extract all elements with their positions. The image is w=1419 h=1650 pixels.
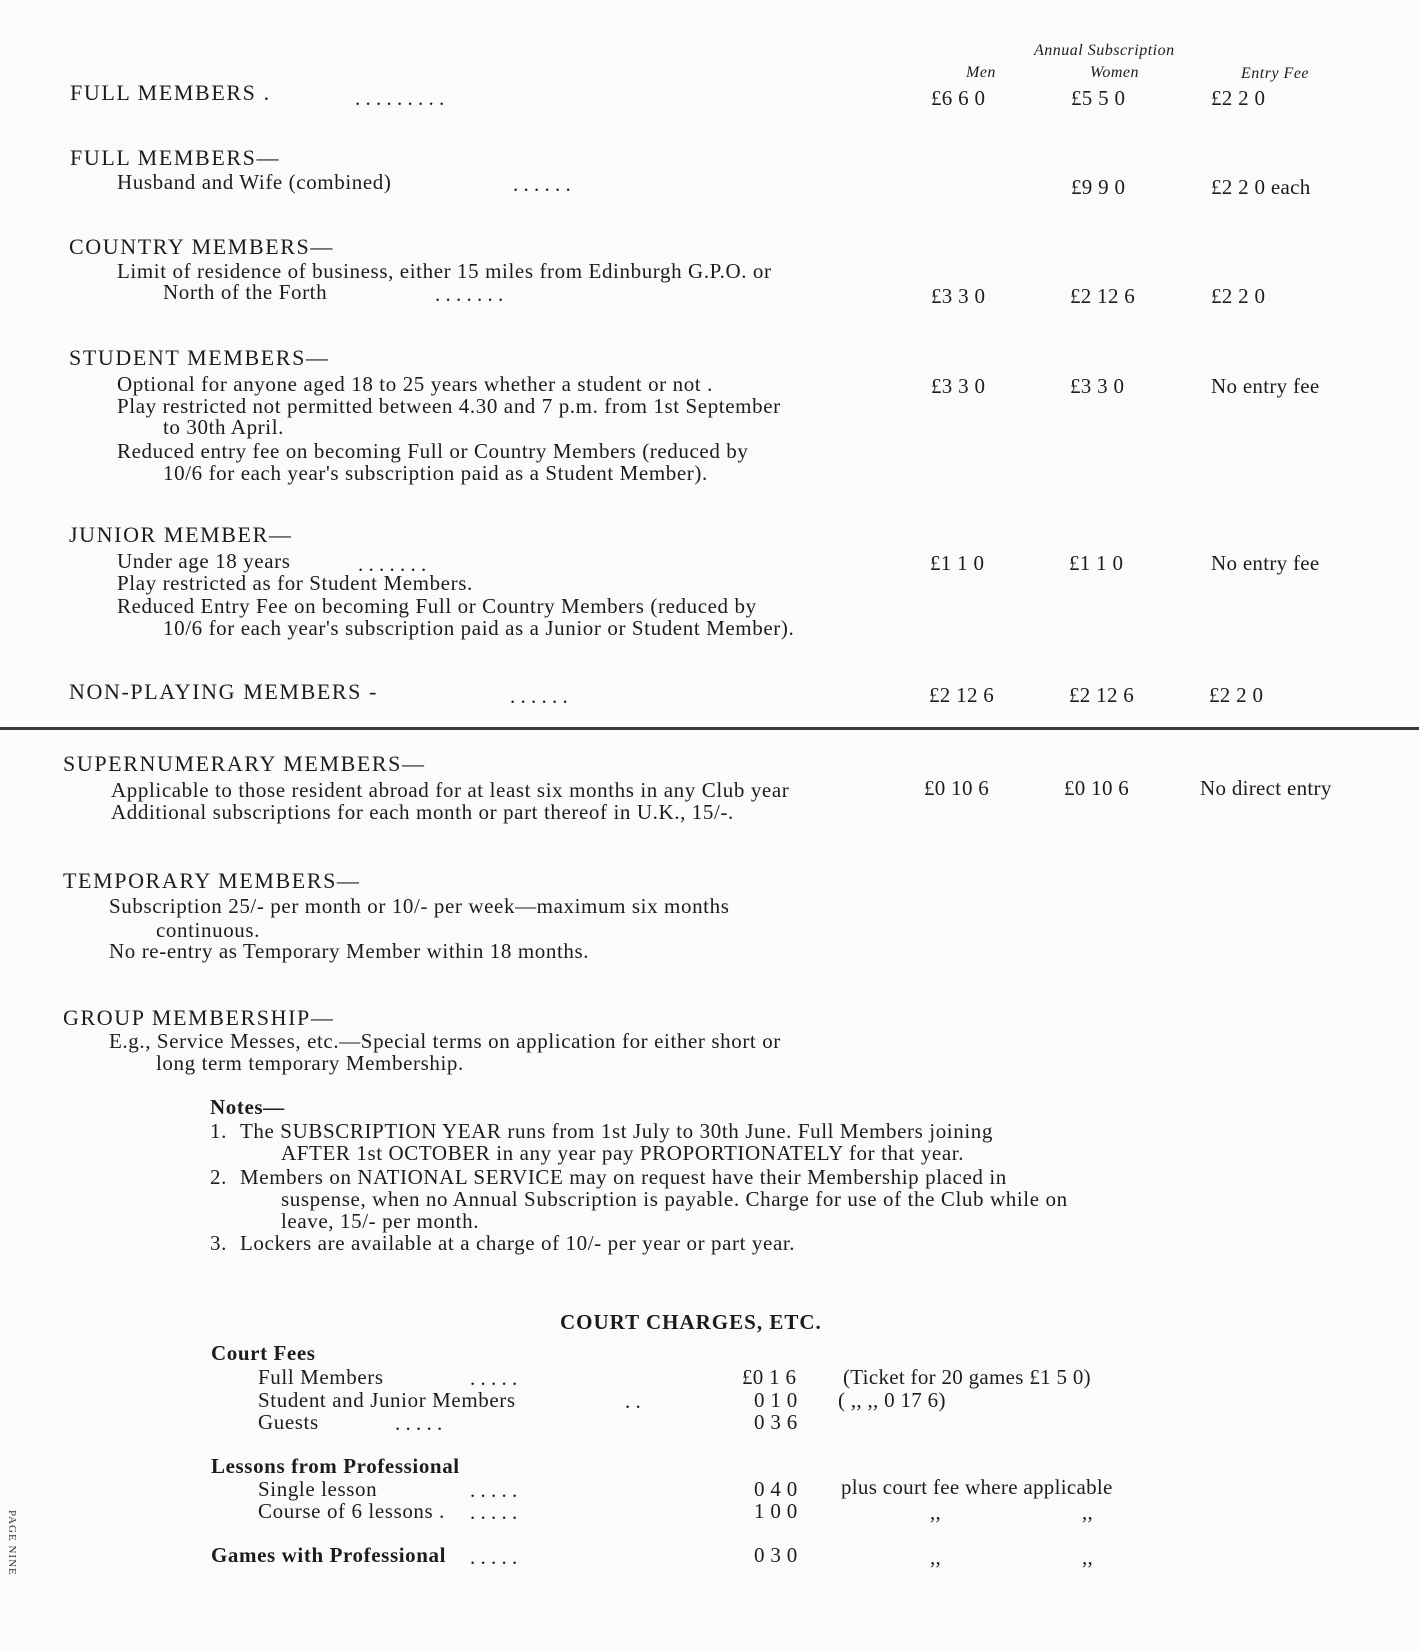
court-charges-title: COURT CHARGES, ETC. bbox=[560, 1310, 822, 1334]
fee-men: £3 3 0 bbox=[931, 284, 986, 308]
court-fee-sj-ticket: ( ,, ,, 0 17 6) bbox=[838, 1388, 946, 1412]
fee-entry: No entry fee bbox=[1211, 551, 1320, 575]
ditto-mark: ,, bbox=[1082, 1545, 1094, 1569]
section-line: Limit of residence of business, either 15 miles from Edinburgh G.P.O. or bbox=[117, 259, 772, 283]
lesson-single-amount: 0 4 0 bbox=[754, 1477, 798, 1501]
fee-men: £2 12 6 bbox=[929, 683, 995, 707]
section-line: No re-entry as Temporary Member within 18 months. bbox=[109, 939, 590, 963]
section-line: North of the Forth bbox=[163, 280, 328, 304]
note-number: 3. bbox=[210, 1231, 227, 1255]
page-number-label: PAGE NINE bbox=[6, 1510, 18, 1576]
note-text: Members on NATIONAL SERVICE may on request have their Membership placed in bbox=[240, 1165, 1007, 1189]
court-fee-student-junior: Student and Junior Members bbox=[258, 1388, 516, 1412]
dot-leader: . . . . . bbox=[470, 1545, 518, 1569]
games-professional-title: Games with Professional bbox=[211, 1543, 447, 1567]
section-line: Applicable to those resident abroad for at least six months in any Club year bbox=[111, 778, 790, 802]
section-title-country-members: COUNTRY MEMBERS— bbox=[69, 234, 334, 259]
dot-leader: . . . . . . . bbox=[435, 282, 504, 306]
section-title-student-members: STUDENT MEMBERS— bbox=[69, 345, 330, 370]
dot-leader: . . . . . . bbox=[513, 172, 571, 196]
section-line: Additional subscriptions for each month or part thereof in U.K., 15/-. bbox=[111, 800, 734, 824]
section-title-group: GROUP MEMBERSHIP— bbox=[63, 1005, 335, 1030]
court-fee-guests-amount: 0 3 6 bbox=[754, 1410, 798, 1434]
section-line: Optional for anyone aged 18 to 25 years whether a student or not . bbox=[117, 372, 713, 396]
fee-entry: No direct entry bbox=[1200, 776, 1332, 800]
fee-women: £2 12 6 bbox=[1069, 683, 1135, 707]
fee-entry: £2 2 0 bbox=[1211, 284, 1266, 308]
fee-women: £1 1 0 bbox=[1069, 551, 1124, 575]
header-men: Men bbox=[966, 64, 996, 81]
section-title-supernumerary: SUPERNUMERARY MEMBERS— bbox=[63, 751, 426, 776]
section-line: Reduced entry fee on becoming Full or Country Members (reduced by bbox=[117, 439, 749, 463]
section-line: Subscription 25/- per month or 10/- per week—maximum six months bbox=[109, 894, 730, 918]
fee-entry: £2 2 0 bbox=[1211, 86, 1266, 110]
fee-women: £0 10 6 bbox=[1064, 776, 1130, 800]
lesson-course-amount: 1 0 0 bbox=[754, 1499, 798, 1523]
fee-women: £2 12 6 bbox=[1070, 284, 1136, 308]
note-number: 1. bbox=[210, 1119, 227, 1143]
note-2-cont: leave, 15/- per month. bbox=[281, 1209, 480, 1233]
fee-men: £1 1 0 bbox=[930, 551, 985, 575]
section-line: 10/6 for each year's subscription paid as a Junior or Student Member). bbox=[163, 616, 795, 640]
dot-leader: . . . . . bbox=[470, 1478, 518, 1502]
ditto-mark: ,, bbox=[1082, 1500, 1094, 1524]
court-fee-full-members: Full Members bbox=[258, 1365, 384, 1389]
court-fee-sj-amount: 0 1 0 bbox=[754, 1388, 798, 1412]
note-text: Lockers are available at a charge of 10/- per year or part year. bbox=[240, 1231, 796, 1255]
games-professional-amount: 0 3 0 bbox=[754, 1543, 798, 1567]
section-title-temporary: TEMPORARY MEMBERS— bbox=[63, 868, 361, 893]
notes-title: Notes— bbox=[210, 1095, 285, 1119]
dot-leader: . . bbox=[625, 1389, 641, 1413]
ditto-mark: ,, bbox=[930, 1545, 942, 1569]
section-line: Play restricted not permitted between 4.30 and 7 p.m. from 1st September bbox=[117, 394, 781, 418]
lesson-single-note: plus court fee where applicable bbox=[841, 1475, 1113, 1499]
note-text: The SUBSCRIPTION YEAR runs from 1st July to 30th June. Full Members joining bbox=[240, 1119, 993, 1143]
dot-leader: . . . . . bbox=[470, 1500, 518, 1524]
section-line: continuous. bbox=[156, 918, 261, 942]
section-line: Reduced Entry Fee on becoming Full or Country Members (reduced by bbox=[117, 594, 757, 618]
fee-women: £9 9 0 bbox=[1071, 175, 1126, 199]
lesson-course: Course of 6 lessons . bbox=[258, 1499, 446, 1523]
fee-women: £5 5 0 bbox=[1071, 86, 1126, 110]
fee-men: £0 10 6 bbox=[924, 776, 990, 800]
lesson-single: Single lesson bbox=[258, 1477, 378, 1501]
note-number: 2. bbox=[210, 1165, 227, 1189]
section-line: Husband and Wife (combined) bbox=[117, 170, 392, 194]
dot-leader: . . . . . bbox=[470, 1366, 518, 1390]
fee-entry: £2 2 0 bbox=[1209, 683, 1264, 707]
section-line: Play restricted as for Student Members. bbox=[117, 571, 473, 595]
fee-women: £3 3 0 bbox=[1070, 374, 1125, 398]
section-line: Under age 18 years bbox=[117, 549, 291, 573]
dot-leader: . . . . . . . . . bbox=[355, 86, 445, 110]
note-1-cont: AFTER 1st OCTOBER in any year pay PROPORTIONATELY for that year. bbox=[281, 1141, 965, 1165]
section-title-full-members: FULL MEMBERS . bbox=[70, 80, 271, 105]
note-3 bbox=[210, 1231, 795, 1256]
header-entry-fee: Entry Fee bbox=[1241, 65, 1310, 82]
section-line: E.g., Service Messes, etc.—Special terms on application for either short or bbox=[109, 1029, 781, 1053]
ditto-mark: ,, bbox=[930, 1500, 942, 1524]
note-2-cont: suspense, when no Annual Subscription is payable. Charge for use of the Club while on bbox=[281, 1187, 1068, 1211]
court-fee-full-ticket: (Ticket for 20 games £1 5 0) bbox=[843, 1365, 1091, 1389]
section-line: 10/6 for each year's subscription paid as a Student Member). bbox=[163, 461, 708, 485]
dot-leader: . . . . . . bbox=[510, 684, 568, 708]
section-title-non-playing: NON-PLAYING MEMBERS - bbox=[69, 679, 379, 704]
section-line: to 30th April. bbox=[163, 415, 284, 439]
page-fold-divider bbox=[0, 727, 1419, 730]
section-title-junior-member: JUNIOR MEMBER— bbox=[69, 522, 293, 547]
header-women: Women bbox=[1090, 64, 1140, 81]
section-title-full-members-hw: FULL MEMBERS— bbox=[70, 145, 281, 170]
section-line: long term temporary Membership. bbox=[156, 1051, 464, 1075]
fee-entry: No entry fee bbox=[1211, 374, 1320, 398]
dot-leader: . . . . . . . bbox=[358, 552, 427, 576]
court-fee-full-amount: £0 1 6 bbox=[742, 1365, 797, 1389]
dot-leader: . . . . . bbox=[395, 1411, 443, 1435]
fee-entry: £2 2 0 each bbox=[1211, 175, 1311, 199]
court-fee-guests: Guests bbox=[258, 1410, 319, 1434]
header-annual-subscription: Annual Subscription bbox=[1034, 42, 1175, 59]
fee-men: £3 3 0 bbox=[931, 374, 986, 398]
court-fees-title: Court Fees bbox=[211, 1341, 316, 1365]
lessons-title: Lessons from Professional bbox=[211, 1454, 460, 1478]
fee-men: £6 6 0 bbox=[931, 86, 986, 110]
